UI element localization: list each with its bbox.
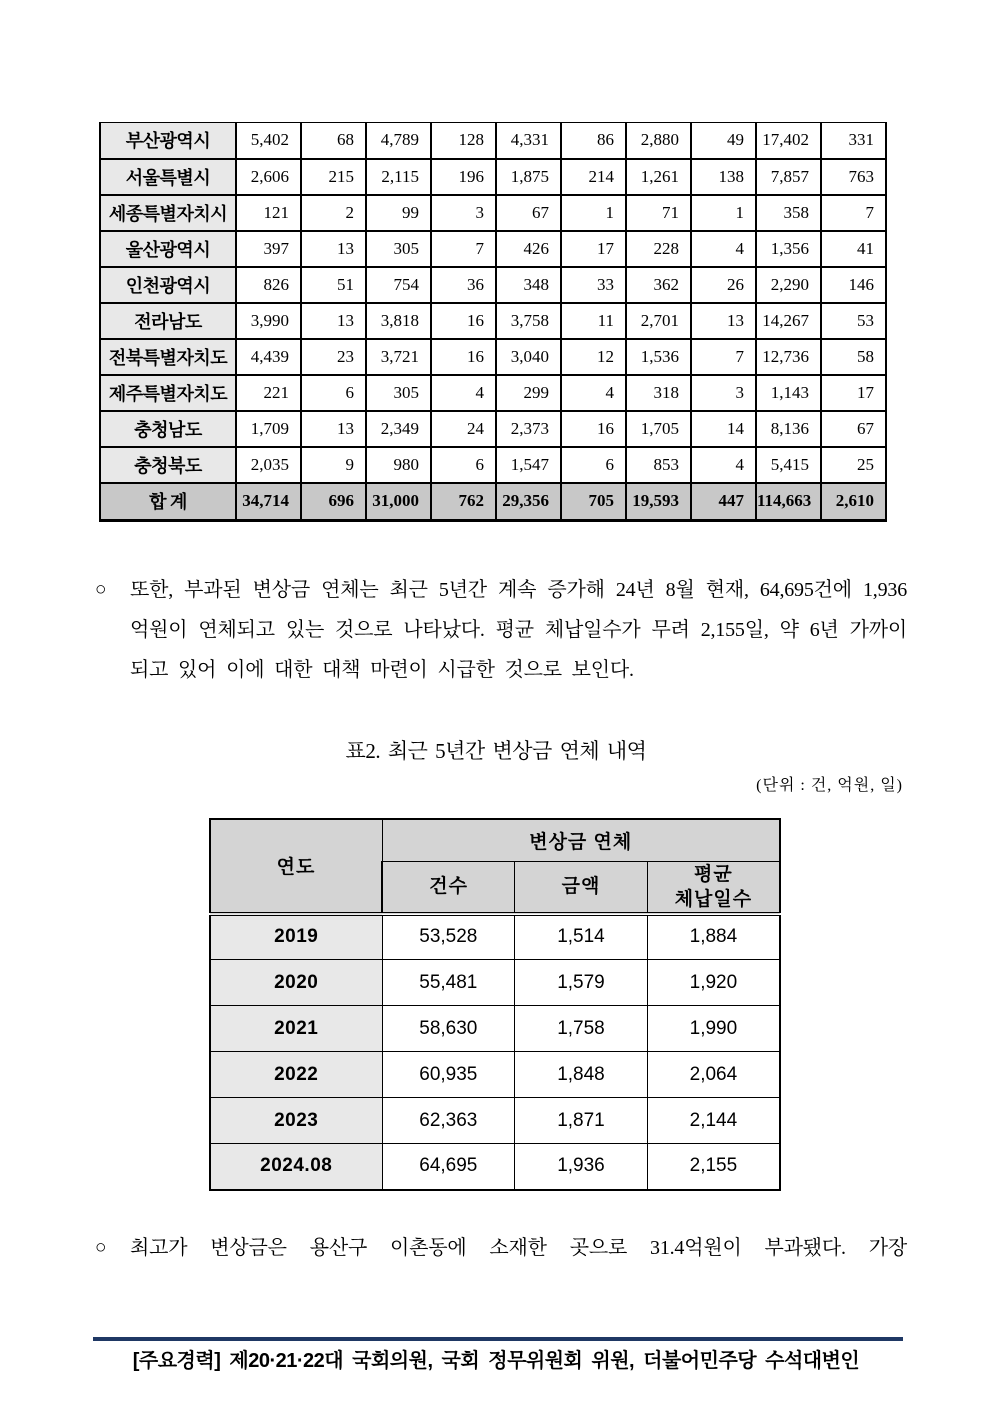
value-cell: 11 (561, 303, 626, 339)
value-cell: 6 (561, 447, 626, 483)
year-cell: 2020 (210, 960, 382, 1006)
value-cell: 7,857 (756, 159, 821, 195)
value-cell: 1 (691, 195, 756, 231)
avg-days-header-line2: 체납일수 (674, 888, 753, 910)
value-cell: 5,415 (756, 447, 821, 483)
total-value-cell: 447 (691, 483, 756, 521)
year-cell: 2023 (210, 1098, 382, 1144)
table-row (100, 231, 886, 267)
value-cell: 1,536 (626, 339, 691, 375)
value-cell: 3,040 (496, 339, 561, 375)
amount-header-cell: 금액 (515, 861, 648, 914)
total-value-cell: 29,356 (496, 483, 561, 521)
delinquency-table (209, 818, 781, 1191)
region-name-cell: 제주특별자치도 (100, 375, 236, 411)
amount-cell: 1,936 (515, 1144, 648, 1190)
circle-bullet-icon: ○ (95, 579, 107, 600)
value-cell: 67 (496, 195, 561, 231)
count-cell: 60,935 (382, 1052, 515, 1098)
value-cell: 3,990 (236, 303, 301, 339)
days-cell: 1,920 (647, 960, 780, 1006)
table-row (100, 375, 886, 411)
amount-cell: 1,758 (515, 1006, 648, 1052)
paragraph-text: 또한, 부과된 변상금 연체는 최근 5년간 계속 증가해 24년 8월 현재, 64,695건에 1,936억원이 연체되고 있는 것으로 나타났다. 평균 체납일수가 무려 2,155일, 약 6년 가까이 되고 있어 이에 대한 대책 마련이 시급한 것으로 보인다. (130, 579, 907, 681)
region-name-cell: 울산광역시 (100, 231, 236, 267)
value-cell: 2,880 (626, 123, 691, 159)
total-value-cell: 19,593 (626, 483, 691, 521)
value-cell: 17 (821, 375, 886, 411)
unit-note: (단위 : 건, 억원, 일) (756, 777, 903, 794)
region-name-cell: 충청북도 (100, 447, 236, 483)
value-cell: 3 (431, 195, 496, 231)
value-cell: 2,115 (366, 159, 431, 195)
value-cell: 1,875 (496, 159, 561, 195)
value-cell: 214 (561, 159, 626, 195)
count-cell: 53,528 (382, 914, 515, 960)
value-cell: 13 (301, 303, 366, 339)
value-cell: 305 (366, 231, 431, 267)
days-cell: 1,990 (647, 1006, 780, 1052)
value-cell: 13 (301, 231, 366, 267)
value-cell: 1,709 (236, 411, 301, 447)
value-cell: 3,818 (366, 303, 431, 339)
region-name-cell: 세종특별자치시 (100, 195, 236, 231)
year-header-cell: 연도 (210, 819, 382, 914)
region-name-cell: 충청남도 (100, 411, 236, 447)
amount-cell: 1,579 (515, 960, 648, 1006)
delinquency-table-body (210, 914, 780, 1190)
value-cell: 228 (626, 231, 691, 267)
table-row (100, 267, 886, 303)
value-cell: 358 (756, 195, 821, 231)
value-cell: 1,547 (496, 447, 561, 483)
value-cell: 16 (561, 411, 626, 447)
group-header-cell: 변상금 연체 (382, 819, 780, 861)
value-cell: 826 (236, 267, 301, 303)
value-cell: 305 (366, 375, 431, 411)
avg-days-header-line1: 평균 (694, 863, 733, 885)
value-cell: 4,439 (236, 339, 301, 375)
bullet-paragraph-highest (95, 1228, 907, 1268)
value-cell: 426 (496, 231, 561, 267)
value-cell: 2,606 (236, 159, 301, 195)
value-cell: 14 (691, 411, 756, 447)
table2-title: 표2. 최근 5년간 변상금 연체 내역 (345, 739, 647, 763)
year-cell: 2022 (210, 1052, 382, 1098)
region-name-cell: 전라남도 (100, 303, 236, 339)
value-cell: 1 (561, 195, 626, 231)
value-cell: 196 (431, 159, 496, 195)
days-cell: 1,884 (647, 914, 780, 960)
circle-bullet-icon: ○ (95, 1237, 107, 1258)
total-value-cell: 31,000 (366, 483, 431, 521)
count-cell: 55,481 (382, 960, 515, 1006)
value-cell: 4,789 (366, 123, 431, 159)
value-cell: 68 (301, 123, 366, 159)
value-cell: 2,373 (496, 411, 561, 447)
total-value-cell: 2,610 (821, 483, 886, 521)
total-value-cell: 34,714 (236, 483, 301, 521)
table-row (210, 1006, 780, 1052)
value-cell: 13 (301, 411, 366, 447)
table-row (100, 123, 886, 159)
value-cell: 6 (431, 447, 496, 483)
value-cell: 146 (821, 267, 886, 303)
value-cell: 17,402 (756, 123, 821, 159)
count-header-cell: 건수 (382, 861, 515, 914)
value-cell: 1,705 (626, 411, 691, 447)
value-cell: 2,701 (626, 303, 691, 339)
value-cell: 58 (821, 339, 886, 375)
value-cell: 3 (691, 375, 756, 411)
value-cell: 5,402 (236, 123, 301, 159)
value-cell: 348 (496, 267, 561, 303)
value-cell: 3,758 (496, 303, 561, 339)
total-row (100, 483, 886, 521)
amount-cell: 1,514 (515, 914, 648, 960)
value-cell: 4,331 (496, 123, 561, 159)
value-cell: 8,136 (756, 411, 821, 447)
value-cell: 4 (431, 375, 496, 411)
value-cell: 2,035 (236, 447, 301, 483)
table-row (210, 1098, 780, 1144)
days-cell: 2,144 (647, 1098, 780, 1144)
value-cell: 51 (301, 267, 366, 303)
value-cell: 2,349 (366, 411, 431, 447)
value-cell: 24 (431, 411, 496, 447)
region-name-cell: 전북특별자치도 (100, 339, 236, 375)
value-cell: 16 (431, 303, 496, 339)
value-cell: 33 (561, 267, 626, 303)
value-cell: 17 (561, 231, 626, 267)
value-cell: 215 (301, 159, 366, 195)
value-cell: 26 (691, 267, 756, 303)
value-cell: 7 (821, 195, 886, 231)
value-cell: 331 (821, 123, 886, 159)
total-value-cell: 762 (431, 483, 496, 521)
value-cell: 318 (626, 375, 691, 411)
region-table-body (100, 123, 886, 521)
value-cell: 25 (821, 447, 886, 483)
table-row (210, 1052, 780, 1098)
value-cell: 16 (431, 339, 496, 375)
value-cell: 9 (301, 447, 366, 483)
value-cell: 397 (236, 231, 301, 267)
value-cell: 99 (366, 195, 431, 231)
value-cell: 86 (561, 123, 626, 159)
year-cell: 2019 (210, 914, 382, 960)
value-cell: 53 (821, 303, 886, 339)
total-value-cell: 705 (561, 483, 626, 521)
value-cell: 7 (431, 231, 496, 267)
value-cell: 12,736 (756, 339, 821, 375)
value-cell: 4 (691, 231, 756, 267)
region-name-cell: 인천광역시 (100, 267, 236, 303)
avg-days-header-cell (647, 861, 780, 914)
footer-career-text: [주요경력] 제20·21·22대 국회의원, 국회 정무위원회 위원, 더불어민주당 수석대변인 (132, 1350, 860, 1372)
value-cell: 2,290 (756, 267, 821, 303)
value-cell: 36 (431, 267, 496, 303)
value-cell: 1,143 (756, 375, 821, 411)
region-name-cell: 서울특별시 (100, 159, 236, 195)
region-name-cell: 부산광역시 (100, 123, 236, 159)
value-cell: 1,356 (756, 231, 821, 267)
value-cell: 853 (626, 447, 691, 483)
amount-cell: 1,848 (515, 1052, 648, 1098)
table-row (210, 914, 780, 960)
value-cell: 4 (691, 447, 756, 483)
year-cell: 2024.08 (210, 1144, 382, 1190)
table-row (100, 411, 886, 447)
count-cell: 64,695 (382, 1144, 515, 1190)
value-cell: 299 (496, 375, 561, 411)
value-cell: 12 (561, 339, 626, 375)
count-cell: 58,630 (382, 1006, 515, 1052)
value-cell: 128 (431, 123, 496, 159)
value-cell: 49 (691, 123, 756, 159)
value-cell: 763 (821, 159, 886, 195)
days-cell: 2,155 (647, 1144, 780, 1190)
count-cell: 62,363 (382, 1098, 515, 1144)
region-summary-table (99, 122, 887, 522)
value-cell: 4 (561, 375, 626, 411)
value-cell: 13 (691, 303, 756, 339)
table-row (100, 447, 886, 483)
total-value-cell: 696 (301, 483, 366, 521)
year-cell: 2021 (210, 1006, 382, 1052)
amount-cell: 1,871 (515, 1098, 648, 1144)
days-cell: 2,064 (647, 1052, 780, 1098)
total-label-cell: 합 계 (100, 483, 236, 521)
value-cell: 980 (366, 447, 431, 483)
paragraph-text: 최고가 변상금은 용산구 이촌동에 소재한 곳으로 31.4억원이 부과됐다. 가장 (130, 1237, 907, 1259)
value-cell: 67 (821, 411, 886, 447)
table-row (100, 195, 886, 231)
table-row (210, 960, 780, 1006)
value-cell: 221 (236, 375, 301, 411)
value-cell: 6 (301, 375, 366, 411)
value-cell: 121 (236, 195, 301, 231)
value-cell: 14,267 (756, 303, 821, 339)
bullet-paragraph-delinquency (95, 570, 907, 690)
value-cell: 754 (366, 267, 431, 303)
value-cell: 362 (626, 267, 691, 303)
table-row (210, 1144, 780, 1190)
table-row (100, 303, 886, 339)
value-cell: 2 (301, 195, 366, 231)
value-cell: 23 (301, 339, 366, 375)
total-value-cell: 114,663 (756, 483, 821, 521)
table-row (100, 339, 886, 375)
value-cell: 7 (691, 339, 756, 375)
value-cell: 1,261 (626, 159, 691, 195)
value-cell: 71 (626, 195, 691, 231)
value-cell: 41 (821, 231, 886, 267)
table-header-row (210, 819, 780, 861)
value-cell: 138 (691, 159, 756, 195)
footer-divider (93, 1337, 903, 1341)
table-row (100, 159, 886, 195)
value-cell: 3,721 (366, 339, 431, 375)
